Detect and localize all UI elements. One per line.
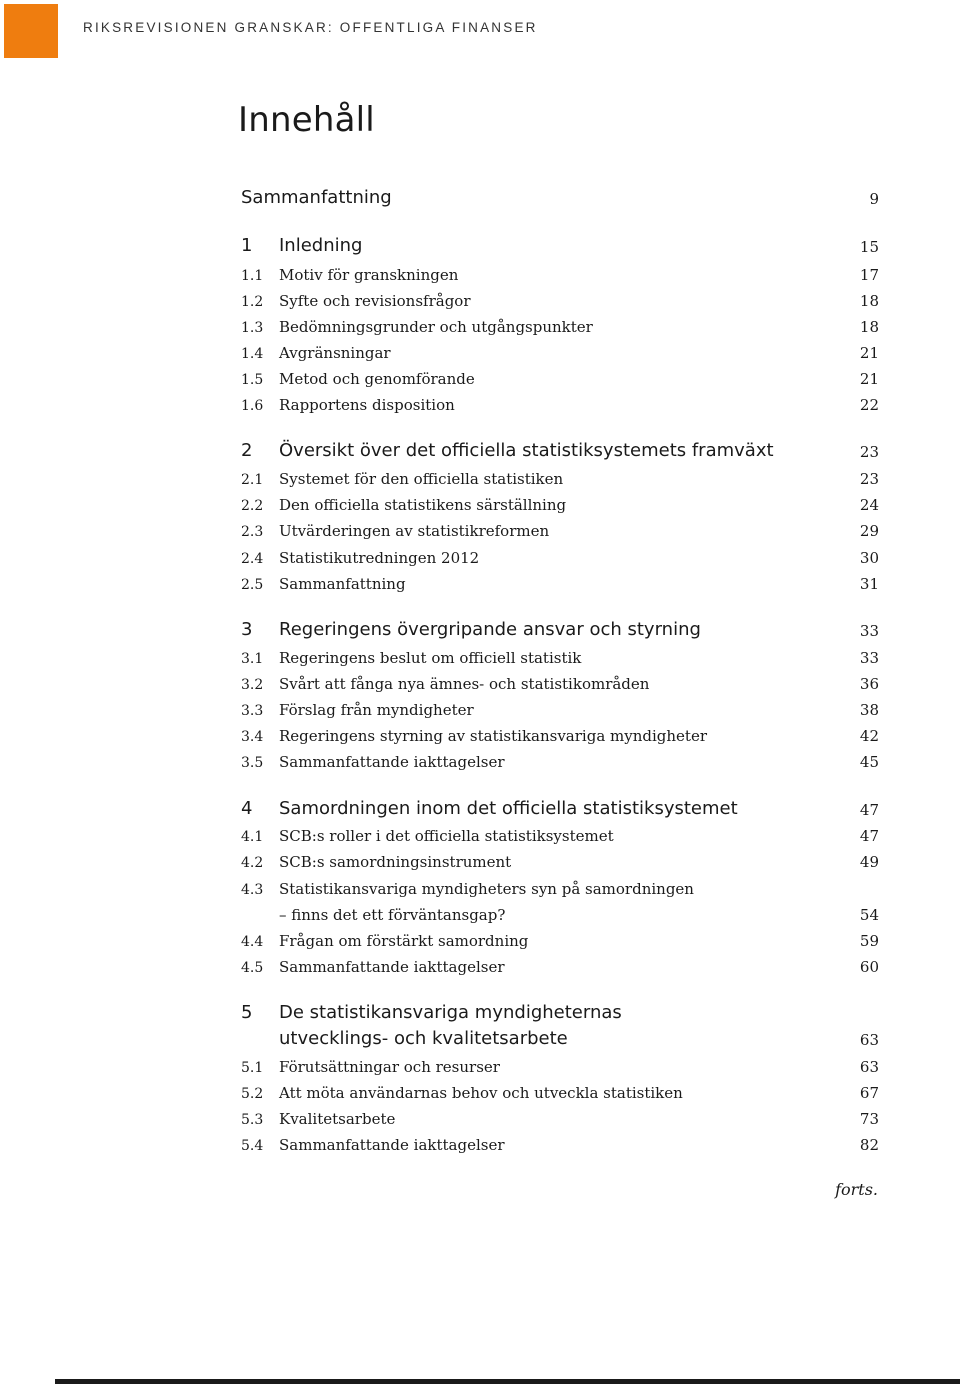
toc-page-number: 22 [859,396,879,414]
toc-entry-title: Avgränsningar [279,344,391,362]
toc-section[interactable] [241,464,879,488]
toc-entry-title: Regeringens beslut om officiell statistik [279,649,582,667]
toc-entry-title: – finns det ett förväntansgap? [279,906,506,924]
toc-page-number: 31 [859,575,879,593]
toc-entry-title: Sammanfattande iakttagelser [279,1136,505,1154]
toc-entry-number: 2.1 [241,472,264,488]
toc-entry-title: Sammanfattning [241,187,392,208]
toc-entry-number: 1.4 [241,346,264,362]
toc-entry-number: 3.2 [241,677,264,693]
toc-entry-number: 1.5 [241,372,264,388]
toc-section[interactable] [241,569,879,593]
toc-section[interactable] [241,926,879,950]
toc-entry-title: Motiv för granskningen [279,266,459,284]
toc-entry-title: Bedömningsgrunder och utgångspunkter [279,318,593,336]
toc-entry-title: Att möta användarnas behov och utveckla statistiken [279,1084,683,1102]
toc-chapter[interactable] [241,232,879,256]
toc-entry-title: Svårt att fånga nya ämnes- och statistikområden [279,675,650,693]
toc-page-number: 29 [859,522,879,540]
toc-entry-title: SCB:s roller i det officiella statistiksystemet [279,827,614,845]
brand-color-square [4,4,58,58]
toc-entry-number: 5 [241,1002,253,1023]
toc-entry-title: Syfte och revisionsfrågor [279,292,471,310]
toc-entry-number: 4.4 [241,934,264,950]
toc-page-number: 18 [859,292,879,310]
toc-chapter[interactable] [241,184,879,208]
toc-page-number: 47 [859,827,879,845]
toc-entry-title: Samordningen inom det officiella statistiksystemet [279,798,738,819]
table-of-contents [241,0,879,1388]
toc-entry-title: Översikt över det officiella statistiksystemets framväxt [279,440,774,461]
toc-chapter-continuation[interactable] [241,1025,879,1049]
toc-section[interactable] [241,874,879,898]
toc-entry-title: Regeringens övergripande ansvar och styrning [279,619,701,640]
toc-entry-number: 3.3 [241,703,264,719]
toc-page-number: 54 [859,906,879,924]
toc-page-number: 49 [859,853,879,871]
toc-entry-number: 4 [241,798,253,819]
toc-entry-number: 4.1 [241,829,264,845]
toc-entry-number: 2.2 [241,498,264,514]
toc-entry-number: 5.3 [241,1112,264,1128]
toc-section[interactable] [241,260,879,284]
toc-page-number: 42 [859,727,879,745]
toc-page-number: 30 [859,549,879,567]
toc-section[interactable] [241,821,879,845]
toc-section-continuation[interactable] [241,900,879,924]
toc-entry-number: 3 [241,619,253,640]
toc-section[interactable] [241,721,879,745]
bottom-rule [55,1379,960,1384]
toc-entry-number: 5.2 [241,1086,264,1102]
toc-section[interactable] [241,1104,879,1128]
toc-entry-title: Förutsättningar och resurser [279,1058,500,1076]
toc-section[interactable] [241,1130,879,1154]
toc-entry-number: 3.4 [241,729,264,745]
toc-entry-title: Frågan om förstärkt samordning [279,932,529,950]
toc-entry-number: 2.4 [241,551,264,567]
toc-page-number: 23 [859,470,879,488]
toc-page-number: 33 [859,622,879,640]
toc-entry-number: 1 [241,235,253,256]
toc-page-number: 63 [859,1031,879,1049]
toc-page-number: 21 [859,344,879,362]
running-header: RIKSREVISIONEN GRANSKAR: OFFENTLIGA FINANSER [83,20,538,35]
toc-page-number: 23 [859,443,879,461]
toc-entry-number: 5.1 [241,1060,264,1076]
toc-entry-title: Inledning [279,235,363,256]
toc-page-number: 82 [859,1136,879,1154]
toc-entry-title: Förslag från myndigheter [279,701,474,719]
toc-entry-number: 1.2 [241,294,264,310]
toc-section[interactable] [241,543,879,567]
toc-entry-title: Statistikutredningen 2012 [279,549,480,567]
toc-page-number: 24 [859,496,879,514]
toc-entry-title: Sammanfattande iakttagelser [279,753,505,771]
toc-entry-title: Regeringens styrning av statistikansvariga myndigheter [279,727,708,745]
toc-entry-title: utvecklings- och kvalitetsarbete [279,1028,568,1049]
toc-section[interactable] [241,847,879,871]
toc-page-number: 9 [869,190,879,208]
toc-page-number: 18 [859,318,879,336]
toc-page-number: 21 [859,370,879,388]
toc-entry-number: 4.3 [241,882,264,898]
toc-page-number: 38 [859,701,879,719]
toc-page-number: 60 [859,958,879,976]
toc-entry-number: 3.1 [241,651,264,667]
toc-section[interactable] [241,490,879,514]
toc-page-number: 15 [859,238,879,256]
toc-section[interactable] [241,1078,879,1102]
page-title: Innehåll [238,100,375,140]
toc-entry-number: 4.5 [241,960,264,976]
continued-note: forts. [835,1180,878,1199]
toc-entry-number: 2.5 [241,577,264,593]
toc-chapter[interactable] [241,616,879,640]
toc-page-number: 36 [859,675,879,693]
toc-entry-number: 3.5 [241,755,264,771]
toc-entry-title: Den officiella statistikens särställning [279,496,567,514]
toc-entry-number: 2 [241,440,253,461]
toc-entry-number: 1.6 [241,398,264,414]
toc-section[interactable] [241,338,879,362]
toc-entry-title: Sammanfattande iakttagelser [279,958,505,976]
toc-section[interactable] [241,747,879,771]
toc-page-number: 67 [859,1084,879,1102]
toc-page-number: 59 [859,932,879,950]
toc-entry-number: 5.4 [241,1138,264,1154]
toc-entry-number: 1.3 [241,320,264,336]
toc-page-number: 63 [859,1058,879,1076]
toc-page-number: 73 [859,1110,879,1128]
toc-entry-number: 1.1 [241,268,264,284]
toc-chapter[interactable] [241,437,879,461]
toc-section[interactable] [241,312,879,336]
toc-page-number: 33 [859,649,879,667]
toc-section[interactable] [241,286,879,310]
toc-entry-title: Sammanfattning [279,575,406,593]
toc-page-number: 45 [859,753,879,771]
toc-section[interactable] [241,1052,879,1076]
toc-entry-number: 4.2 [241,855,264,871]
toc-entry-title: Utvärderingen av statistikreformen [279,522,550,540]
toc-entry-title: Metod och genomförande [279,370,475,388]
toc-section[interactable] [241,695,879,719]
toc-section[interactable] [241,952,879,976]
toc-section[interactable] [241,390,879,414]
toc-section[interactable] [241,643,879,667]
toc-entry-title: Systemet för den officiella statistiken [279,470,564,488]
toc-page-number: 17 [859,266,879,284]
toc-entry-title: Statistikansvariga myndigheters syn på samordningen [279,880,694,898]
toc-entry-title: De statistikansvariga myndigheternas [279,1002,622,1023]
toc-section[interactable] [241,669,879,693]
toc-entry-title: Rapportens disposition [279,396,455,414]
toc-section[interactable] [241,364,879,388]
toc-chapter[interactable] [241,999,879,1023]
toc-entry-title: Kvalitetsarbete [279,1110,396,1128]
toc-entry-number: 2.3 [241,524,264,540]
toc-entry-title: SCB:s samordningsinstrument [279,853,512,871]
toc-page-number: 47 [859,801,879,819]
toc-chapter[interactable] [241,795,879,819]
toc-section[interactable] [241,516,879,540]
